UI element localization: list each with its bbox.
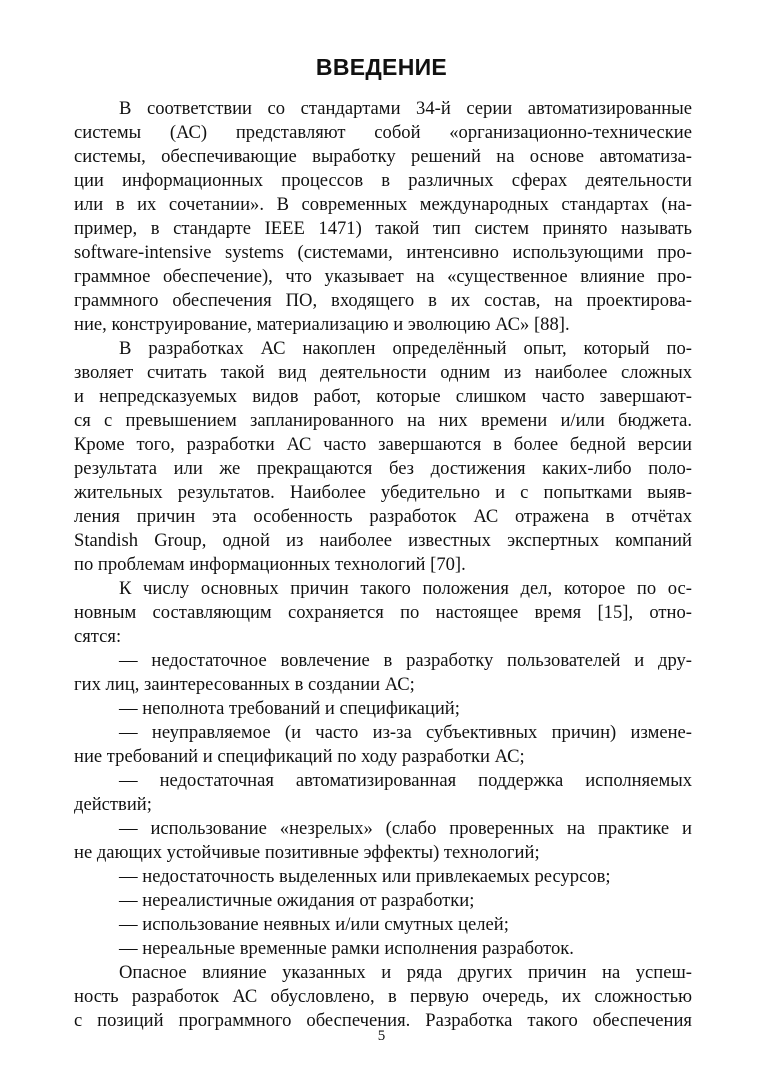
text-line: ся с превышением запланированного на них времени и/или бюджета. (74, 410, 692, 431)
text-line: или в их сочетании». В современных международных стандартах (на- (74, 194, 692, 215)
page-number: 5 (377, 1028, 386, 1044)
text-line: — недостаточность выделенных или привлекаемых ресурсов; (119, 866, 611, 887)
text-line: по проблемам информационных технологий [70]. (74, 554, 466, 575)
text-line: — неуправляемое (и часто из-за субъективных причин) измене- (119, 722, 692, 743)
text-line: не дающих устойчивые позитивные эффекты) технологий; (74, 842, 540, 863)
text-line: — неполнота требований и спецификаций; (119, 698, 460, 719)
text-line: граммного обеспечения ПО, входящего в их состав, на проектирова- (74, 290, 692, 311)
text-line: — использование неявных и/или смутных целей; (119, 914, 509, 935)
text-line: — использование «незрелых» (слабо проверенных на практике и (119, 818, 692, 839)
text-line: — нереальные временные рамки исполнения разработок. (119, 938, 574, 959)
text-line: — нереалистичные ожидания от разработки; (119, 890, 475, 911)
text-line: жительных результатов. Наиболее убедительно и с попытками выяв- (74, 482, 692, 503)
text-line: ность разработок АС обусловлено, в первую очередь, их сложностью (74, 986, 692, 1007)
body-text (74, 97, 692, 1033)
page-title: ВВЕДЕНИЕ (315, 54, 448, 80)
text-line: ции информационных процессов в различных сферах деятельности (74, 170, 692, 191)
text-line: Опасное влияние указанных и ряда других причин на успеш- (119, 962, 692, 983)
text-line: зволяет считать такой вид деятельности одним из наиболее сложных (74, 362, 692, 383)
text-line: Standish Group, одной из наиболее известных экспертных компаний (74, 530, 692, 551)
text-line: сятся: (74, 626, 122, 647)
text-line: ние требований и спецификаций по ходу разработки АС; (74, 746, 525, 767)
text-line: пример, в стандарте IEEE 1471) такой тип систем принято называть (74, 218, 692, 239)
text-line: В соответствии со стандартами 34-й серии автоматизированные (119, 98, 692, 119)
text-line: и непредсказуемых видов работ, которые слишком часто завершают- (74, 386, 692, 407)
text-line: системы, обеспечивающие выработку решений на основе автоматиза- (74, 146, 692, 167)
text-line: результата или же прекращаются без достижения каких-либо поло- (74, 458, 692, 479)
text-line: — недостаточное вовлечение в разработку пользователей и дру- (119, 650, 692, 671)
text-line: новным составляющим сохраняется по настоящее время [15], отно- (74, 602, 692, 623)
text-line: ние, конструирование, материализацию и эволюцию АС» [88]. (74, 314, 570, 335)
text-line: граммное обеспечение), что указывает на «существенное влияние про- (74, 266, 692, 287)
text-line: ления причин эта особенность разработок АС отражена в отчётах (74, 506, 692, 527)
text-line: системы (АС) представляют собой «организационно-технические (74, 122, 692, 143)
text-line: К числу основных причин такого положения дел, которое по ос- (119, 578, 692, 599)
text-line: с позиций программного обеспечения. Разработка такого обеспечения (74, 1010, 692, 1031)
text-line: Кроме того, разработки АС часто завершаются в более бедной версии (74, 434, 692, 455)
text-line: В разработках АС накоплен определённый опыт, который по- (119, 338, 692, 359)
text-line: гих лиц, заинтересованных в создании АС; (74, 674, 415, 695)
text-line: действий; (74, 794, 152, 815)
text-line: — недостаточная автоматизированная поддержка исполняемых (119, 770, 692, 791)
text-line: software-intensive systems (системами, интенсивно использующими про- (74, 242, 692, 263)
